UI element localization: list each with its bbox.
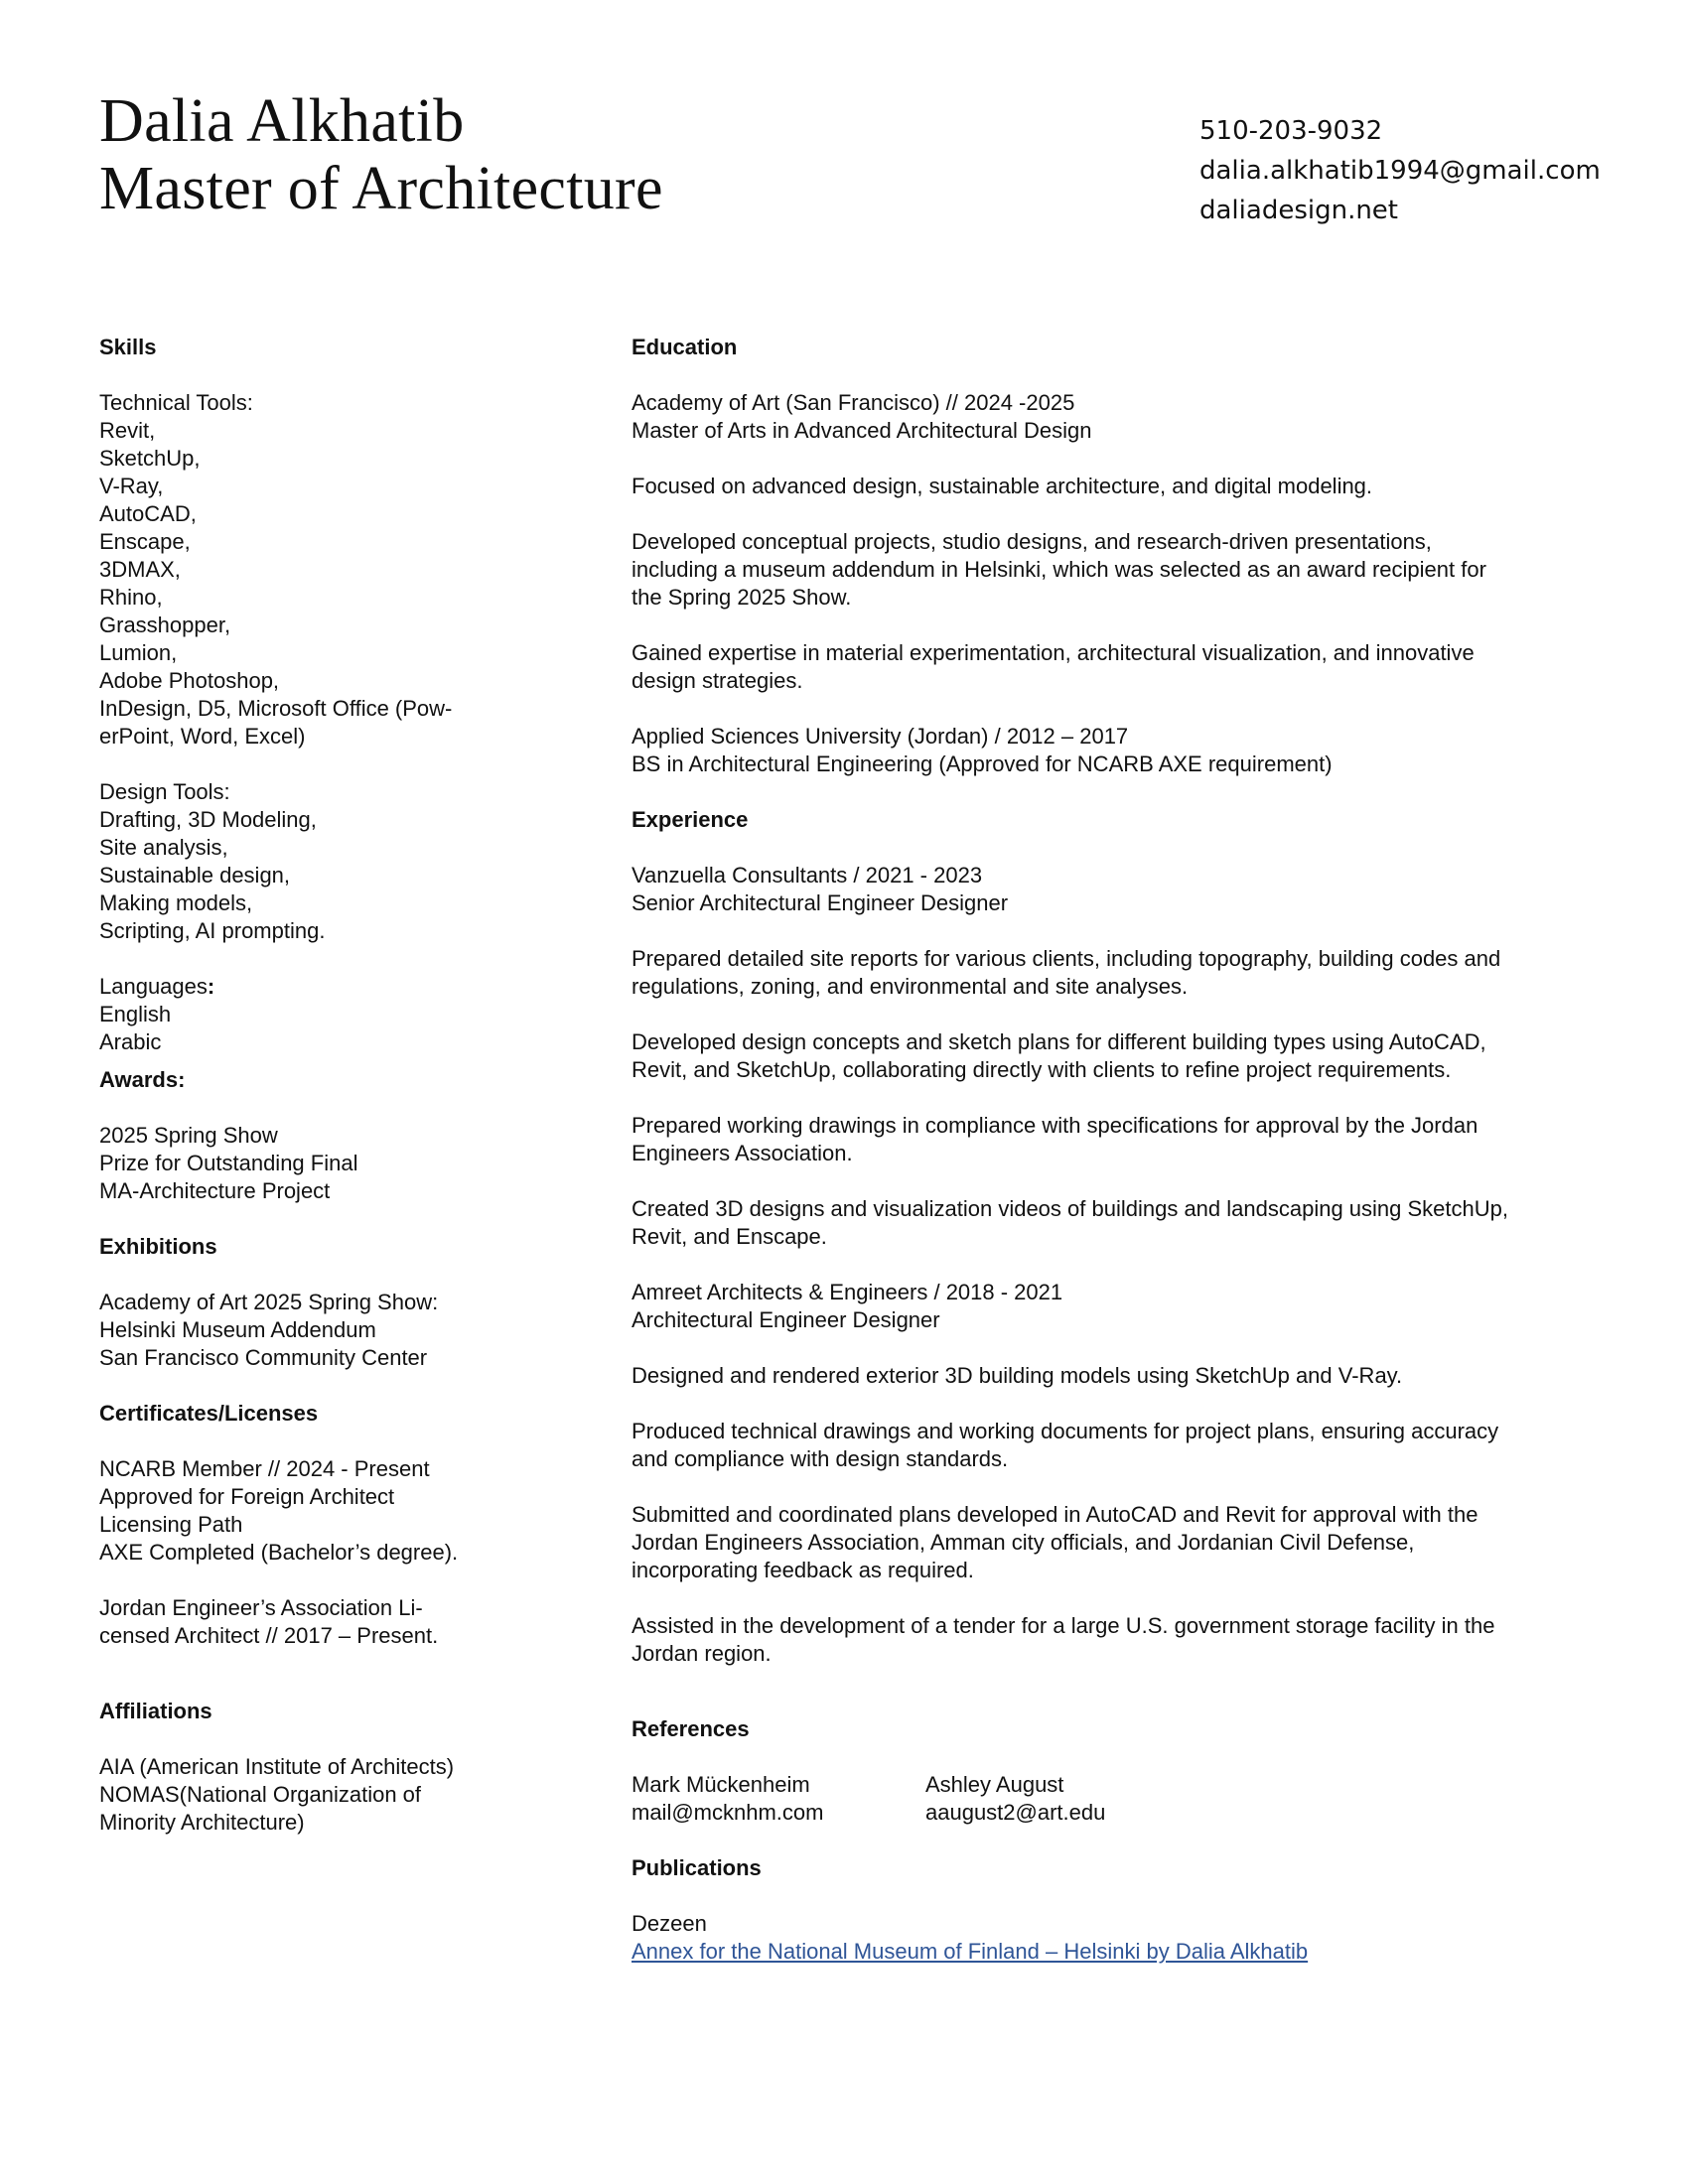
job-title: Senior Architectural Engineer Designer (632, 890, 1009, 915)
paragraph-line: Developed design concepts and sketch plans for different building types using AutoCAD, (632, 1029, 1486, 1054)
references-list (632, 1771, 1585, 1827)
list-item: Rhino, (99, 585, 163, 610)
reference-name: Ashley August (925, 1772, 1064, 1797)
certificates-list-a (99, 1455, 496, 1567)
reference-item (925, 1771, 1219, 1827)
paragraph-line: and compliance with design standards. (632, 1446, 1009, 1471)
list-item: Adobe Photoshop, (99, 668, 280, 693)
paragraph-line: Produced technical drawings and working documents for project plans, ensuring accuracy (632, 1419, 1499, 1443)
list-item: AIA (American Institute of Architects) (99, 1754, 455, 1779)
skills-heading: Skills (99, 335, 157, 359)
paragraph-line: including a museum addendum in Helsinki, which was selected as an award recipient for (632, 557, 1486, 582)
education-entry-2 (632, 723, 1585, 778)
job-paragraph (632, 1612, 1585, 1668)
list-item: MA-Architecture Project (99, 1178, 331, 1203)
awards-heading: Awards: (99, 1067, 186, 1092)
list-item: San Francisco Community Center (99, 1345, 428, 1370)
contact-block (1199, 111, 1601, 230)
publications-heading: Publications (632, 1855, 762, 1880)
job-header (632, 862, 1585, 917)
references-heading: References (632, 1716, 750, 1741)
company-name: Vanzuella Consultants / 2021 - 2023 (632, 863, 983, 887)
list-item: Academy of Art 2025 Spring Show: (99, 1290, 439, 1314)
company-name: Amreet Architects & Engineers / 2018 - 2021 (632, 1280, 1063, 1304)
technical-tools-list (99, 417, 496, 751)
job-paragraph (632, 1501, 1585, 1584)
languages-label-text: Languages (99, 974, 208, 999)
list-item: Jordan Engineer’s Association Li- (99, 1595, 423, 1620)
paragraph-line: Prepared working drawings in compliance with specifications for approval by the Jordan (632, 1113, 1478, 1138)
list-item: erPoint, Word, Excel) (99, 724, 306, 749)
job-paragraph (632, 1195, 1585, 1251)
list-item: Helsinki Museum Addendum (99, 1317, 376, 1342)
education-paragraph (632, 639, 1585, 695)
paragraph-line: Focused on advanced design, sustainable architecture, and digital modeling. (632, 474, 1373, 498)
paragraph-line: Engineers Association. (632, 1141, 853, 1165)
left-column (99, 334, 496, 1837)
certificates-heading: Certificates/Licenses (99, 1401, 319, 1426)
languages-list (99, 1001, 496, 1056)
education-heading: Education (632, 335, 738, 359)
publication-outlet: Dezeen (632, 1911, 707, 1936)
education-paragraph (632, 473, 1585, 500)
list-item: Site analysis, (99, 835, 228, 860)
paragraph-line: incorporating feedback as required. (632, 1558, 974, 1582)
paragraph-line: Prepared detailed site reports for various clients, including topography, building codes and (632, 946, 1501, 971)
list-item: Prize for Outstanding Final (99, 1151, 358, 1175)
list-item: SketchUp, (99, 446, 201, 471)
list-item: Drafting, 3D Modeling, (99, 807, 317, 832)
list-item: censed Architect // 2017 – Present. (99, 1623, 439, 1648)
experience-heading: Experience (632, 807, 749, 832)
list-item: Licensing Path (99, 1512, 243, 1537)
list-item: InDesign, D5, Microsoft Office (Pow- (99, 696, 453, 721)
degree-name: Master of Arts in Advanced Architectural Design (632, 418, 1092, 443)
job-title: Architectural Engineer Designer (632, 1307, 940, 1332)
paragraph-line: the Spring 2025 Show. (632, 585, 852, 610)
languages-label-colon: : (207, 974, 215, 999)
list-item: Arabic (99, 1029, 162, 1054)
paragraph-line: Gained expertise in material experimentation, architectural visualization, and innovative (632, 640, 1475, 665)
list-item: NOMAS(National Organization of (99, 1782, 422, 1807)
school-name: Academy of Art (San Francisco) // 2024 -2025 (632, 390, 1075, 415)
list-item: Approved for Foreign Architect (99, 1484, 395, 1509)
publication-link[interactable]: Annex for the National Museum of Finland – Helsinki by Dalia Alkhatib (632, 1939, 1309, 1964)
design-tools-list (99, 806, 496, 945)
job-paragraph (632, 1362, 1585, 1390)
job-paragraph (632, 945, 1585, 1001)
list-item: Scripting, AI prompting. (99, 918, 326, 943)
reference-item (632, 1771, 925, 1827)
list-item: Lumion, (99, 640, 178, 665)
list-item: AXE Completed (Bachelor’s degree). (99, 1540, 459, 1565)
list-item: Enscape, (99, 529, 191, 554)
list-item: Grasshopper, (99, 613, 231, 637)
list-item: Minority Architecture) (99, 1810, 305, 1835)
exhibitions-heading: Exhibitions (99, 1234, 217, 1259)
affiliations-heading: Affiliations (99, 1699, 212, 1723)
list-item: V-Ray, (99, 474, 164, 498)
affiliations-list (99, 1753, 496, 1837)
degree-title: Master of Architecture (99, 155, 663, 222)
job-paragraph (632, 1112, 1585, 1167)
education-paragraph (632, 528, 1585, 612)
name-title-block (99, 87, 663, 222)
list-item: Making models, (99, 890, 253, 915)
awards-list (99, 1122, 496, 1205)
list-item: Sustainable design, (99, 863, 291, 887)
reference-email[interactable]: mail@mcknhm.com (632, 1800, 824, 1825)
paragraph-line: regulations, zoning, and environmental and site analyses. (632, 974, 1189, 999)
publication-item (632, 1910, 1585, 1966)
design-tools-label: Design Tools: (99, 779, 230, 804)
paragraph-line: design strategies. (632, 668, 803, 693)
paragraph-line: Created 3D designs and visualization videos of buildings and landscaping using SketchUp, (632, 1196, 1508, 1221)
list-item: English (99, 1002, 172, 1026)
list-item: 2025 Spring Show (99, 1123, 278, 1148)
job-paragraph (632, 1028, 1585, 1084)
phone-number[interactable]: 510-203-9032 (1199, 116, 1383, 146)
list-item: NCARB Member // 2024 - Present (99, 1456, 430, 1481)
email-address[interactable]: dalia.alkhatib1994@gmail.com (1199, 156, 1601, 186)
job-header (632, 1279, 1585, 1334)
certificates-list-b (99, 1594, 496, 1650)
technical-tools-label: Technical Tools: (99, 390, 253, 415)
paragraph-line: Designed and rendered exterior 3D building models using SketchUp and V-Ray. (632, 1363, 1403, 1388)
website-link[interactable]: daliadesign.net (1199, 196, 1399, 225)
exhibitions-list (99, 1289, 496, 1372)
right-column (632, 334, 1585, 1966)
reference-name: Mark Mückenheim (632, 1772, 810, 1797)
languages-label (99, 973, 496, 1001)
education-entry-1 (632, 389, 1585, 445)
paragraph-line: Revit, and SketchUp, collaborating directly with clients to refine project requirements. (632, 1057, 1452, 1082)
paragraph-line: Submitted and coordinated plans developed in AutoCAD and Revit for approval with the (632, 1502, 1478, 1527)
paragraph-line: Jordan region. (632, 1641, 772, 1666)
paragraph-line: Developed conceptual projects, studio designs, and research-driven presentations, (632, 529, 1432, 554)
degree-name: BS in Architectural Engineering (Approved for NCARB AXE requirement) (632, 751, 1333, 776)
paragraph-line: Revit, and Enscape. (632, 1224, 827, 1249)
list-item: Revit, (99, 418, 156, 443)
paragraph-line: Jordan Engineers Association, Amman city officials, and Jordanian Civil Defense, (632, 1530, 1415, 1555)
reference-email[interactable]: aaugust2@art.edu (925, 1800, 1106, 1825)
job-paragraph (632, 1418, 1585, 1473)
person-name: Dalia Alkhatib (99, 87, 465, 155)
list-item: AutoCAD, (99, 501, 197, 526)
school-name: Applied Sciences University (Jordan) / 2012 – 2017 (632, 724, 1129, 749)
paragraph-line: Assisted in the development of a tender for a large U.S. government storage facility in the (632, 1613, 1495, 1638)
list-item: 3DMAX, (99, 557, 181, 582)
